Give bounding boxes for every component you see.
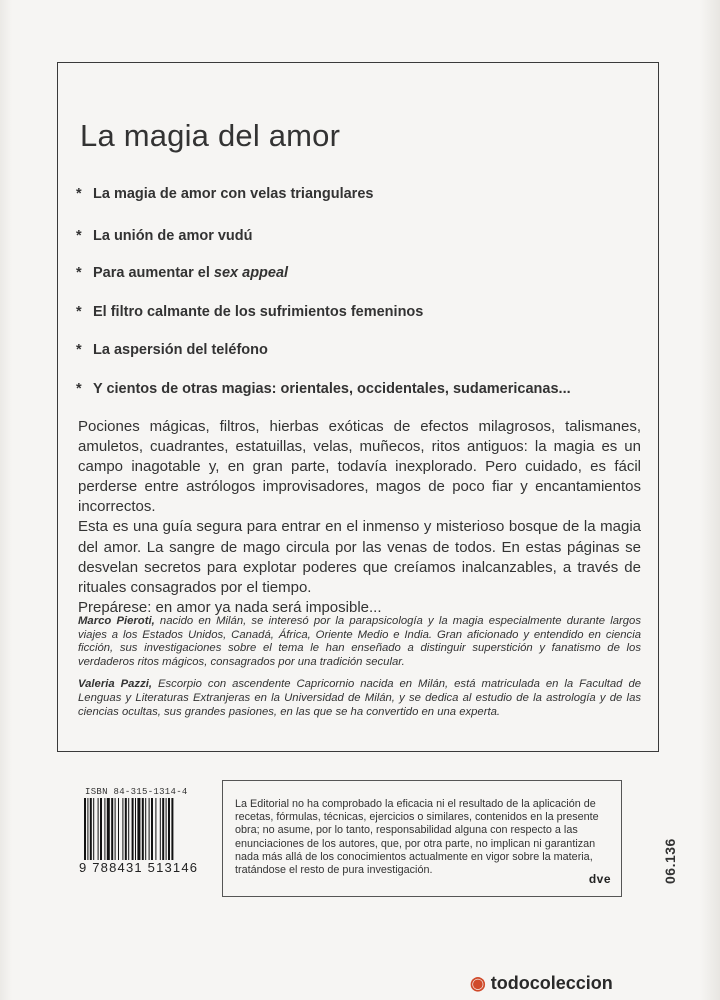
list-item-text: La magia de amor con velas triangulares bbox=[93, 186, 374, 202]
todocoleccion-logo-icon: ◉ bbox=[470, 973, 486, 993]
bullet-star: * bbox=[76, 265, 82, 281]
author-bios bbox=[78, 615, 641, 728]
bullet-star: * bbox=[76, 186, 82, 202]
description-paragraph: Prepárese: en amor ya nada será imposible... bbox=[78, 598, 382, 616]
barcode-bar bbox=[151, 798, 153, 860]
list-item bbox=[76, 228, 253, 244]
bullet-star: * bbox=[76, 228, 82, 244]
barcode-bar bbox=[122, 798, 123, 860]
barcode-bar bbox=[115, 798, 116, 860]
barcode-bar bbox=[104, 798, 105, 860]
barcode bbox=[84, 798, 202, 860]
list-item-text: La aspersión del teléfono bbox=[93, 342, 268, 358]
list-item bbox=[76, 186, 373, 202]
catalog-code-text: 06.136 bbox=[662, 838, 678, 884]
list-item-text: La unión de amor vudú bbox=[93, 228, 253, 244]
barcode-bar bbox=[166, 798, 167, 860]
description-paragraph: Pociones mágicas, filtros, hierbas exóticas de efectos milagrosos, talismanes, amuletos, cuadrantes, estatuillas, velas, muñecos, ritos antiguos: la magia es un campo inagotable y, en gran parte, todavía inexplorado. Pero cuidado, es fácil perderse entre astrólogos improvisadores, magos de poco fiar y encantamientos incorrectos. bbox=[78, 418, 641, 516]
catalog-code bbox=[660, 840, 710, 890]
barcode-bar bbox=[168, 798, 170, 860]
list-item bbox=[76, 381, 571, 397]
author-bio-text: Escorpio con ascendente Capricornio nacida en Milán, está matriculada en la Facultad de Lenguas y Literaturas Extranjeras en la Universidad de Milán, y se dedica al estudio de la astrología y de las ciencias ocultas, sus grandes pasiones, en las que se ha convertido en una experta. bbox=[78, 678, 642, 718]
barcode-bar bbox=[155, 798, 156, 860]
barcode-bar bbox=[145, 798, 146, 860]
barcode-bar bbox=[132, 798, 134, 860]
list-item bbox=[76, 304, 423, 320]
barcode-bar bbox=[107, 798, 110, 860]
list-item bbox=[76, 265, 288, 281]
disclaimer-text: La Editorial no ha comprobado la eficacia ni el resultado de la aplicación de recetas, fórmulas, técnicas, ejercicios o similares, contenidos en la presente obra; no asume, por lo tanto, responsabilidad alguna con respecto a las enunciaciones de los autores, que, por otra parte, no implican ni garantizan nada más allá de los conocimientos actualmente en vigor sobre la materia, tratándose el resto de pura investigación. bbox=[235, 798, 599, 877]
description-paragraph: Esta es una guía segura para entrar en el inmenso y misterioso bosque de la magia del amor. La sangre de mago circula por las venas de todos. En estas páginas se desvelan secretos para explotar poderes que creíamos inalcanzables, a través de rituales consagrados por el tiempo. bbox=[78, 518, 641, 596]
barcode-bar bbox=[98, 798, 99, 860]
barcode-bar bbox=[93, 798, 94, 860]
barcode-bar bbox=[125, 798, 127, 860]
barcode-bar bbox=[87, 798, 88, 860]
isbn-label: ISBN 84-315-1314-4 bbox=[85, 787, 188, 797]
author-bio bbox=[78, 615, 641, 669]
list-item-text: El filtro calmante de los sufrimientos femeninos bbox=[93, 304, 424, 320]
barcode-bar bbox=[100, 798, 102, 860]
author-bio-text: nacido en Milán, se interesó por la parapsicología y la magia especialmente durante largos viajes a los Estados Unidos, Canadá, África, Oriente Medio e India. Gran aficionado y entendido en ciencia ficción, sus investigaciones sobre el tema le han enseñado a distinguir superstición y fanatismo de los verdaderos ritos mágicos, consagrados por una tradición secular. bbox=[78, 615, 641, 668]
barcode-bar bbox=[171, 798, 173, 860]
barcode-bar bbox=[118, 798, 119, 860]
list-item-text: Y cientos de otras magias: orientales, occidentales, sudamericanas... bbox=[93, 381, 571, 397]
list-item-italic: sex appeal bbox=[213, 265, 289, 281]
barcode-bar bbox=[84, 798, 86, 860]
bullet-star: * bbox=[76, 304, 82, 320]
description bbox=[78, 417, 641, 618]
author-bio bbox=[78, 678, 641, 719]
barcode-bar bbox=[90, 798, 92, 860]
publisher-logo: dve bbox=[588, 871, 611, 886]
barcode-bar bbox=[128, 798, 129, 860]
author-name: Valeria Pazzi, bbox=[78, 678, 153, 691]
bullet-star: * bbox=[76, 342, 82, 358]
barcode-bar bbox=[160, 798, 161, 860]
barcode-bar bbox=[111, 798, 113, 860]
list-item bbox=[76, 342, 268, 358]
author-name: Marco Pieroti, bbox=[78, 615, 155, 627]
book-title: La magia del amor bbox=[80, 118, 341, 153]
list-item-text: Para aumentar el bbox=[93, 265, 214, 281]
watermark-text: todocoleccion bbox=[490, 973, 613, 993]
disclaimer-box bbox=[222, 780, 622, 897]
bullet-star: * bbox=[76, 381, 82, 397]
barcode-bar bbox=[135, 798, 136, 860]
barcode-bar bbox=[137, 798, 140, 860]
barcode-bar bbox=[142, 798, 144, 860]
watermark bbox=[470, 973, 613, 994]
barcode-digits: 9 788431 513146 bbox=[79, 860, 199, 875]
barcode-bar bbox=[149, 798, 150, 860]
barcode-bar bbox=[162, 798, 164, 860]
